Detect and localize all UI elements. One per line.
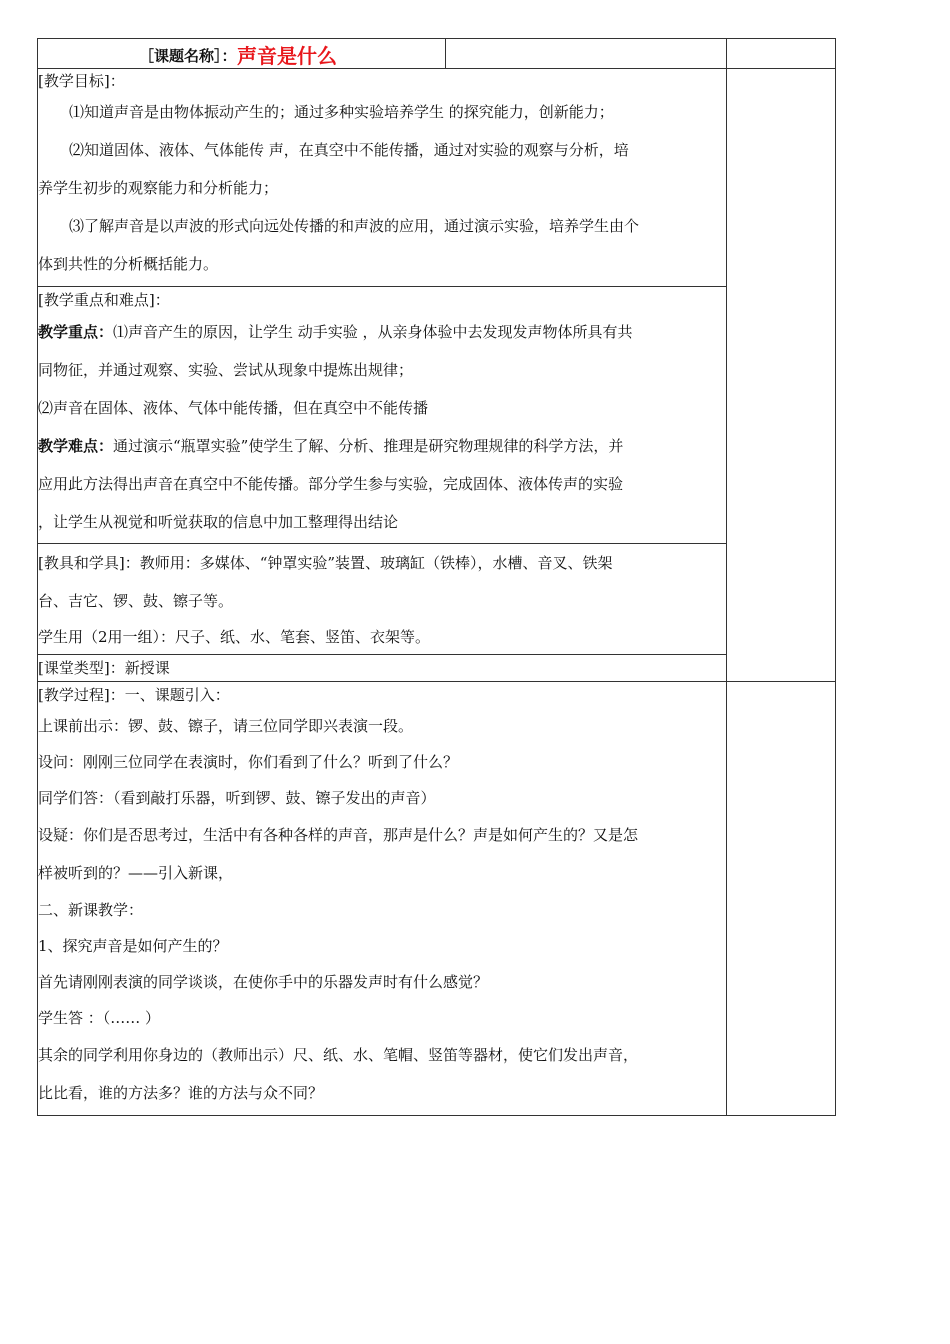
- process-line-12: 比比看，谁的方法多？谁的方法与众不同？: [38, 1084, 324, 1102]
- process-line-1: [教学过程]：一、课题引入：: [38, 686, 230, 704]
- focus-a: ⑴声音产生的原因，让学生 动手实验 ，从亲身体验中去发现发声物体所具有共: [113, 323, 633, 341]
- section-row: [38, 544, 836, 655]
- keypoints-section: [38, 287, 727, 544]
- process-line-11: 其余的同学利用你身边的（教师出示）尺、纸、水、笔帽、竖笛等器材，使它们发出声音，: [38, 1046, 639, 1064]
- section-row: [38, 69, 836, 287]
- objective-3b: 体到共性的分析概括能力。: [38, 255, 219, 273]
- process-line-3: 设问：刚刚三位同学在表演时，你们看到了什么？听到了什么？: [38, 753, 459, 771]
- process-line-10: 学生答 ：（…… ）: [38, 1009, 161, 1027]
- objective-3a: ⑶了解声音是以声波的形式向远处传播的和声波的应用，通过演示实验，培养学生由个: [69, 217, 640, 235]
- section-row: [38, 682, 836, 1116]
- objectives-section: [38, 69, 727, 287]
- side-cell-title: [726, 39, 835, 69]
- keypoints-heading: [教学重点和难点]：: [38, 291, 170, 309]
- process-line-8: 1、探究声音是如何产生的？: [38, 937, 228, 955]
- difficulty-label: 教学难点：: [38, 437, 114, 455]
- title-row: [38, 39, 836, 69]
- focus-b: 同物征，并通过观察、实验、尝试从现象中提炼出规律；: [38, 361, 414, 379]
- diff-b: 应用此方法得出声音在真空中不能传播。部分学生参与实验，完成固体、液体传声的实验: [38, 475, 624, 493]
- title-left: [38, 39, 446, 68]
- tools-line-1: [教具和学具]：教师用：多媒体、“钟罩实验”装置、玻璃缸（铁棒），水槽、音叉、铁架: [38, 554, 613, 572]
- process-line-7: 二、新课教学：: [38, 901, 144, 919]
- tools-line-2: 台、吉它、锣、鼓、镲子等。: [38, 592, 234, 610]
- objectives-heading: [教学目标]：: [38, 72, 125, 90]
- tools-section: [38, 544, 727, 655]
- tools-line-3: 学生用（2用一组）：尺子、纸、水、笔套、竖笛、衣架等。: [38, 628, 431, 646]
- process-line-9: 首先请刚刚表演的同学谈谈，在使你手中的乐器发声时有什么感觉？: [38, 973, 489, 991]
- objective-1: ⑴知道声音是由物体振动产生的；通过多种实验培养学生 的探究能力，创新能力；: [69, 103, 614, 121]
- objective-2b: 养学生初步的观察能力和分析能力；: [38, 179, 279, 197]
- section-row: [38, 287, 836, 544]
- process-section: [38, 682, 727, 1116]
- objective-2a: ⑵知道固体、液体、气体能传 声，在真空中不能传播，通过对实验的观察与分析，培: [69, 141, 629, 159]
- title-cell: [38, 39, 727, 69]
- side-cell-1: [726, 69, 835, 682]
- section-row: [38, 655, 836, 682]
- process-line-2: 上课前出示：锣、鼓、镲子，请三位同学即兴表演一段。: [38, 717, 414, 735]
- process-line-6: 样被听到的？——引入新课，: [38, 864, 234, 882]
- focus-label: 教学重点：: [38, 323, 114, 341]
- lesson-type-line: [课堂类型]：新授课: [38, 659, 170, 677]
- process-line-4: 同学们答：（看到敲打乐器，听到锣、鼓、镲子发出的声音）: [38, 789, 436, 807]
- lesson-type-section: [38, 655, 727, 682]
- title-label: ［课题名称］：: [139, 47, 237, 65]
- process-line-5: 设疑：你们是否思考过，生活中有各种各样的声音，那声是什么？声是如何产生的？又是怎: [38, 826, 639, 844]
- focus-c: ⑵声音在固体、液体、气体中能传播，但在真空中不能传播: [38, 399, 429, 417]
- lesson-title: 声音是什么: [237, 44, 337, 68]
- lesson-plan-table: [37, 38, 836, 1116]
- diff-c: ，让学生从视觉和听觉获取的信息中加工整理得出结论: [38, 513, 399, 531]
- diff-a: 通过演示“瓶罩实验”使学生了解、分析、推理是研究物理规律的科学方法，并: [113, 437, 624, 455]
- side-cell-2: [726, 682, 835, 1116]
